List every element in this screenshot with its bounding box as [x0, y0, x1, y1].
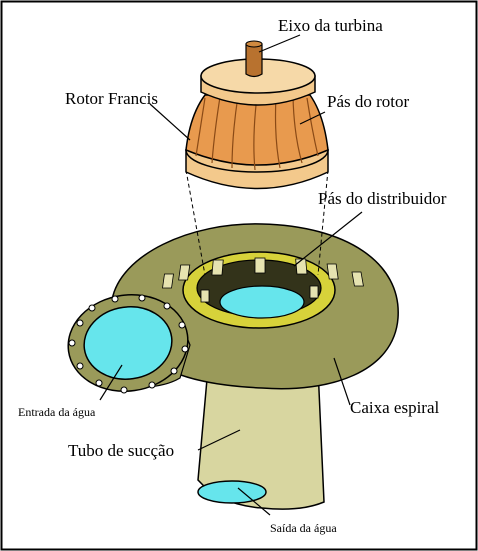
- label-water-inlet: Entrada da água: [18, 405, 96, 419]
- turbine-shaft: [246, 44, 262, 77]
- label-spiral-case: Caixa espiral: [350, 398, 440, 417]
- label-francis-rotor: Rotor Francis: [65, 89, 159, 108]
- label-turbine-shaft: Eixo da turbina: [278, 16, 383, 35]
- label-water-outlet: Saída da água: [270, 521, 337, 535]
- label-rotor-blades: Pás do rotor: [327, 92, 410, 111]
- distributor-water: [220, 286, 304, 318]
- label-draft-tube: Tubo de sucção: [68, 441, 175, 460]
- outlet-water: [198, 481, 266, 503]
- draft-tube: [198, 368, 324, 509]
- label-guide-vanes: Pás do distribuidor: [318, 189, 447, 208]
